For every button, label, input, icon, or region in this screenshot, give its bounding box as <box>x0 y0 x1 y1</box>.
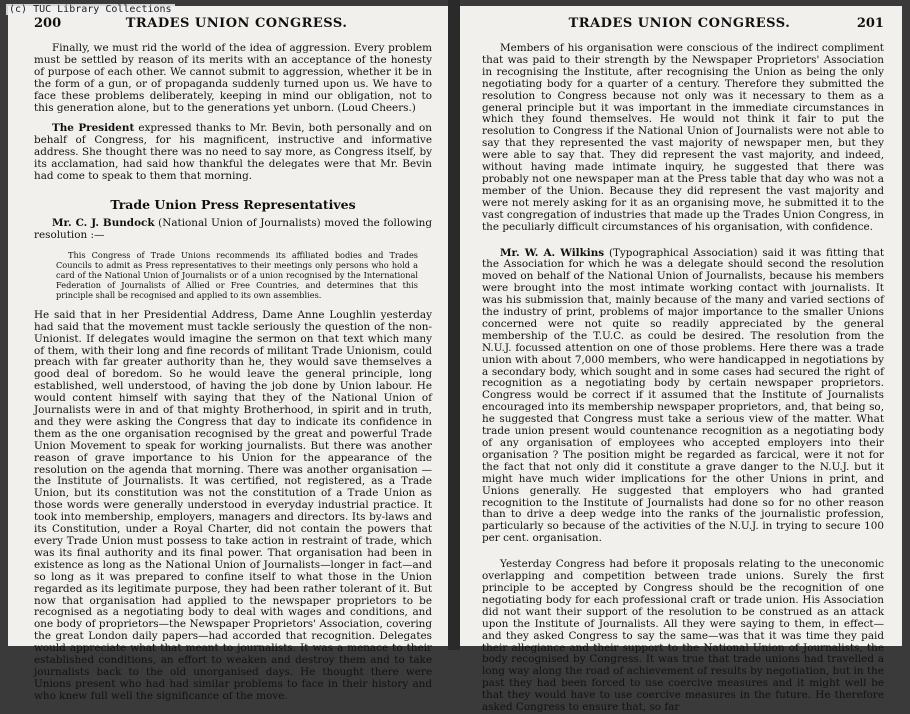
wilkins-text: (Typographical Association) said it was fitting that the Association for which he was a delegate should second the resolution moved on behalf of the National Union of Journalists, because his members were brought into the most intimate working contact with journalists. It was his submission that, mainly because of the many and varied sections of the industry of print, problems of major importance to the smaller Unions concerned were not quite so readily appreciated by the general membership of the T.U.C. as could be desired. The resolution from the N.U.J. focussed attention on one of those problems. Here there was a trade union with about 7,000 members, who were handicapped in negotiations by a secondary body, which sought and in some cases had secured the right of recognition as a negotiating body by certain newspaper proprietors. Congress would be correct if it assumed that the Institute of Journalists encouraged into its membership newspaper proprietors, and, that being so, he suggested that Congress must take a serious view of the matter. What trade union present would countenance recognition as a negotiating body of any organisation of employees who accepted employers into their organisation ? The position might be regarded as farcical, were it not for the fact that not only did it constitute a grave danger to the N.U.J. but it might have much wider implications for the other Unions in print, and Unions generally. He suggested that employers who had granted recognition to the Institute of Journalists had done so for no other reason than to drive a deep wedge into the ranks of the journalistic profession, particularly so because of the activities of the N.U.J. in trying to secure 100 per cent. organisation. <box>482 246 884 545</box>
continuation-paragraph: Members of his organisation were conscious of the indirect compliment that was paid to their strength by the Newspaper Proprietors' Association in recognising the Institute, after recognising the Union as being the only negotiating body for a quarter of a century. Therefore they submitted the resolution to Congress because not only was it necessary to them as a general principle but it was important in the immediate circumstances in which they found themselves. He would not think it fair to put the resolution to Congress if the National Union of Journalists were not able to say that they represented the vast majority of newspaper men, but they were able to say that. They did represent the vast majority, and indeed, without having made intimate inquiry, he suggested that there was probably not one newspaper man at the Press table that day who was not a member of the Union. Because they did represent the vast majority and were not merely asking for it as an organising move, he submitted it to the vast congregation of industries that made up the Trades Union Congress, in the peculiarly difficult circumstances of his organisation, with confidence. <box>482 42 884 233</box>
bundock-intro: (National Union of Journalists) moved the following resolution :— <box>34 216 432 241</box>
aggression-paragraph: Finally, we must rid the world of the idea of aggression. Every problem must be settled by reason of its merits with an acceptance of the honesty of purpose of each other. We cannot submit to aggression, whether it be in the form of a gun, or of propaganda suddenly turned upon us. We have to face these problems deliberately, keeping in mind our obligation, not to this generation alone, but to the generations yet unborn. (Loud Cheers.) <box>34 42 432 114</box>
right-page-header <box>482 16 884 31</box>
left-running-title: TRADES UNION CONGRESS. <box>125 16 348 31</box>
right-page <box>460 6 902 714</box>
left-page-header <box>34 16 432 31</box>
president-text: expressed thanks to Mr. Bevin, both personally and on behalf of Congress, for his magnificent, instructive and informative address. She thought there was no need to say more, as Congress itself, by its acclamation, had said how thankful the delegates were that Mr. Bevin had come to speak to them that morning. <box>34 122 432 183</box>
president-speaker: The President <box>52 122 135 135</box>
left-page <box>8 6 448 702</box>
section-heading: Trade Union Press Representatives <box>110 196 356 212</box>
bundock-intro-paragraph <box>34 218 432 242</box>
bundock-speaker: Mr. C. J. Bundock <box>52 216 155 229</box>
right-running-title: TRADES UNION CONGRESS. <box>568 16 791 31</box>
final-paragraph: Yesterday Congress had before it proposals relating to the uneconomic overlapping and competition between trade unions. Surely the first principle to be accepted by Congress should be the recognition of one negotiating body for each professional craft or trade union. His Association did not want their support of the resolution to be construed as an attack upon the Institute of Journalists. All they were saying to them, in effect—and they asked Congress to say the same—was that it was time they paid their allegiance and their support to the National Union of Journalists, the body recognised by Congress. It was true that trade unions had travelled a long way along the road of achievement of results by negotiation, but in the past they had been forced to use coercive measures and it might well be that they would have to use coercive measures in the future. He therefore asked Congress to ensure that, so far <box>482 558 884 714</box>
left-page-number: 200 <box>34 16 62 31</box>
president-paragraph <box>34 123 432 183</box>
resolution-text: This Congress of Trade Unions recommends its affiliated bodies and Trades Councils to admit as Press representatives to their meetings only persons who hold a card of the National Union of Journalists or of a union recognised by the International Federation of Journalists of Allied or Free Countries, and determines that this principle shall be recognised and applied to its own assemblies. <box>56 249 418 300</box>
right-page-number: 201 <box>856 16 884 31</box>
wilkins-speaker: Mr. W. A. Wilkins <box>500 246 605 259</box>
wilkins-paragraph <box>482 248 884 546</box>
bundock-speech: He said that in her Presidential Address, Dame Anne Loughlin yesterday had said that the movement must tackle seriously the question of the non-Unionist. If delegates would imagine the sermon on that text which many of them, with their long and fine records of militant Trade Unionism, could preach with far greater authority than he, they would save themselves a good deal of boredom. So he would leave the general principle, long established, well understood, of having the job done by Union labour. He would content himself with saying that they of the National Union of Journalists were in and of that mighty Brotherhood, in spirit and in truth, and they were asking the Congress that day to indicate its confidence in them as the one organisation recognised by the great and powerful Trade Union Movement to speak for working journalists. But there was another reason of grave importance to his Union for the appearance of the resolution on the agenda that morning. There was another organisation —the Institute of Journalists. It was certified, not registered, as a Trade Union, but its constitution was not the constitution of a Trade Union as those words were generally understood in everyday industrial practice. It took into membership, employers, managers and directors. Its by-laws and its Constitution, under a Royal Charter, did not contain the powers that every Trade Union must possess to take action in restraint of trade, which was its final authority and its final power. That organisation had been in existence as long as the National Union of Journalists—longer in fact—and so long as it was prepared to confine itself to what those in the Union regarded as its legitimate purpose, they had been rather tolerant of it. But now that organisation had applied to the newspaper proprietors to be recognised as a negotiating body to deal with wages and conditions, and one body of proprietors—the Newspaper Proprietors' Association, covering the great London daily papers—had accorded that recognition. Delegates would appreciate what that meant to journalists. It was a menace to their established conditions, an effort to weaken and destroy them and to take journalists back to the old unorganised days. He thought there were Unions present who had had similar problems to face in their history and who knew full well the significance of the move. <box>34 308 432 702</box>
book-gutter <box>448 0 460 650</box>
collection-watermark: (c) TUC Library Collections <box>6 4 175 15</box>
